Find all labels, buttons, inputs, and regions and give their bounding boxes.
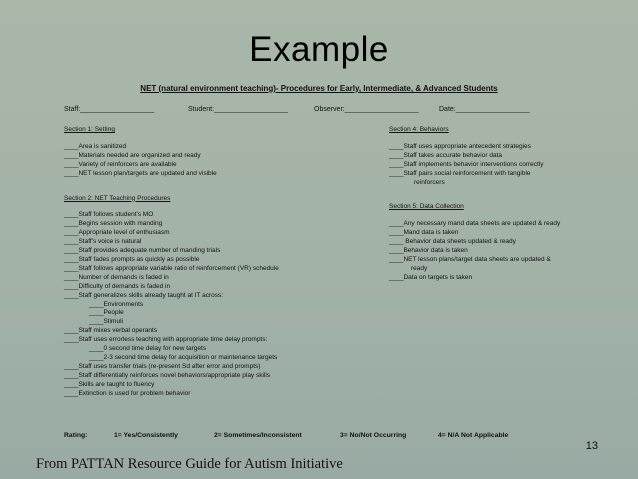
rating-1: 1= Yes/Consistently bbox=[114, 432, 178, 439]
section2-item: ____Staff follows appropriate variable ratio of reinforcement (VR) schedule bbox=[64, 264, 279, 272]
section2-item: ____Skills are taught to fluency bbox=[64, 380, 155, 388]
section2-item: ____Staff differentially reinforces novel behaviors/appropriate play skills bbox=[64, 371, 271, 379]
section2-item: ____Staff's voice is natural bbox=[64, 238, 142, 246]
section2-title: Section 2: NET Teaching Procedures bbox=[64, 194, 171, 202]
left-column bbox=[64, 126, 279, 398]
header-fields bbox=[64, 106, 564, 116]
section2-item: ____Staff uses errorless teaching with appropriate time delay prompts: bbox=[64, 336, 268, 344]
section2-subitem: ____People bbox=[89, 309, 124, 317]
section1-item: ____NET lesson plan/targets are updated and visible bbox=[64, 169, 217, 177]
section5-item: ____Mand data is taken bbox=[389, 229, 459, 237]
section5-title: Section 5: Data Collection bbox=[389, 203, 464, 211]
section4-item: ____Staff takes accurate behavior data bbox=[389, 151, 502, 159]
footer-source: From PATTAN Resource Guide for Autism Initiative bbox=[36, 456, 343, 472]
section4-item-continuation: reinforcers bbox=[414, 178, 445, 186]
section2-item: ____Number of demands is faded in bbox=[64, 273, 169, 281]
document-heading: NET (natural environment teaching)- Procedures for Early, Intermediate, & Advanced Students bbox=[140, 84, 498, 93]
section5-item-continuation: ready bbox=[411, 264, 428, 272]
rating-4: 4= N/A Not Applicable bbox=[438, 432, 509, 439]
section5-item: ____Data on targets is taken bbox=[389, 273, 473, 281]
section5-item: ____NET lesson plans/target data sheets are updated & bbox=[389, 255, 551, 263]
section2-subitem: ____Stimuli bbox=[89, 318, 123, 326]
section1-item: ____Materials needed are organized and ready bbox=[64, 151, 201, 159]
section2-item: ____Staff follows student's MO bbox=[64, 211, 154, 219]
section2-item: ____Staff uses transfer trials (re-present Sd after error and prompts) bbox=[64, 362, 261, 370]
section4-title: Section 4: Behaviors bbox=[389, 126, 449, 133]
section4-item: ____Staff implements behavior interventions correctly bbox=[389, 160, 544, 168]
section2-item: ____Appropriate level of enthusiasm bbox=[64, 229, 170, 237]
section2-item: ____Staff fades prompts as quickly as possible bbox=[64, 255, 200, 263]
slide-title: Example bbox=[249, 30, 389, 69]
rating-2: 2= Sometimes/Inconsistent bbox=[214, 432, 302, 439]
student-field: Student:___________________ bbox=[188, 106, 289, 113]
section2-item: ____Staff provides adequate number of manding trials bbox=[64, 247, 221, 255]
staff-field: Staff:___________________ bbox=[64, 106, 155, 113]
section1-title: Section 1: Setting bbox=[64, 126, 115, 133]
section1-item: ____Area is sanitized bbox=[64, 142, 127, 150]
section4-item: ____Staff pairs social reinforcement with tangible bbox=[389, 169, 531, 177]
section2-item: ____Staff generalizes skills already taught at IT across: bbox=[64, 291, 224, 299]
section2-subitem: ____Environments bbox=[89, 300, 144, 308]
section1-item: ____Variety of reinforcers are available bbox=[64, 160, 177, 168]
page-number: 13 bbox=[585, 440, 598, 452]
section4-item: ____Staff uses appropriate antecedent strategies bbox=[389, 142, 531, 150]
section5-item: ____Any necessary mand data sheets are updated & ready bbox=[389, 220, 561, 228]
section2-subitem: ____0 second time delay for new targets bbox=[89, 345, 207, 353]
section2-item: ____Difficulty of demands is faded in bbox=[64, 282, 171, 290]
section2-item: ____Staff mixes verbal operants bbox=[64, 327, 158, 335]
rating-3: 3= No/Not Occurring bbox=[340, 432, 407, 439]
right-column bbox=[389, 126, 560, 283]
section2-item: ____Extinction is used for problem behavior bbox=[64, 389, 191, 397]
observer-field: Observer:___________________ bbox=[314, 106, 419, 113]
rating-label: Rating: bbox=[64, 432, 88, 439]
section2-item: ____Begins session with manding bbox=[64, 220, 163, 228]
section5-item: ____ Behavior data sheets updated & ready bbox=[389, 238, 516, 246]
section2-subitem: ____2-3 second time delay for acquisition or maintenance targets bbox=[89, 353, 278, 361]
section5-item: ____Behavior data is taken bbox=[389, 247, 468, 255]
date-field: Date:___________________ bbox=[439, 106, 530, 113]
